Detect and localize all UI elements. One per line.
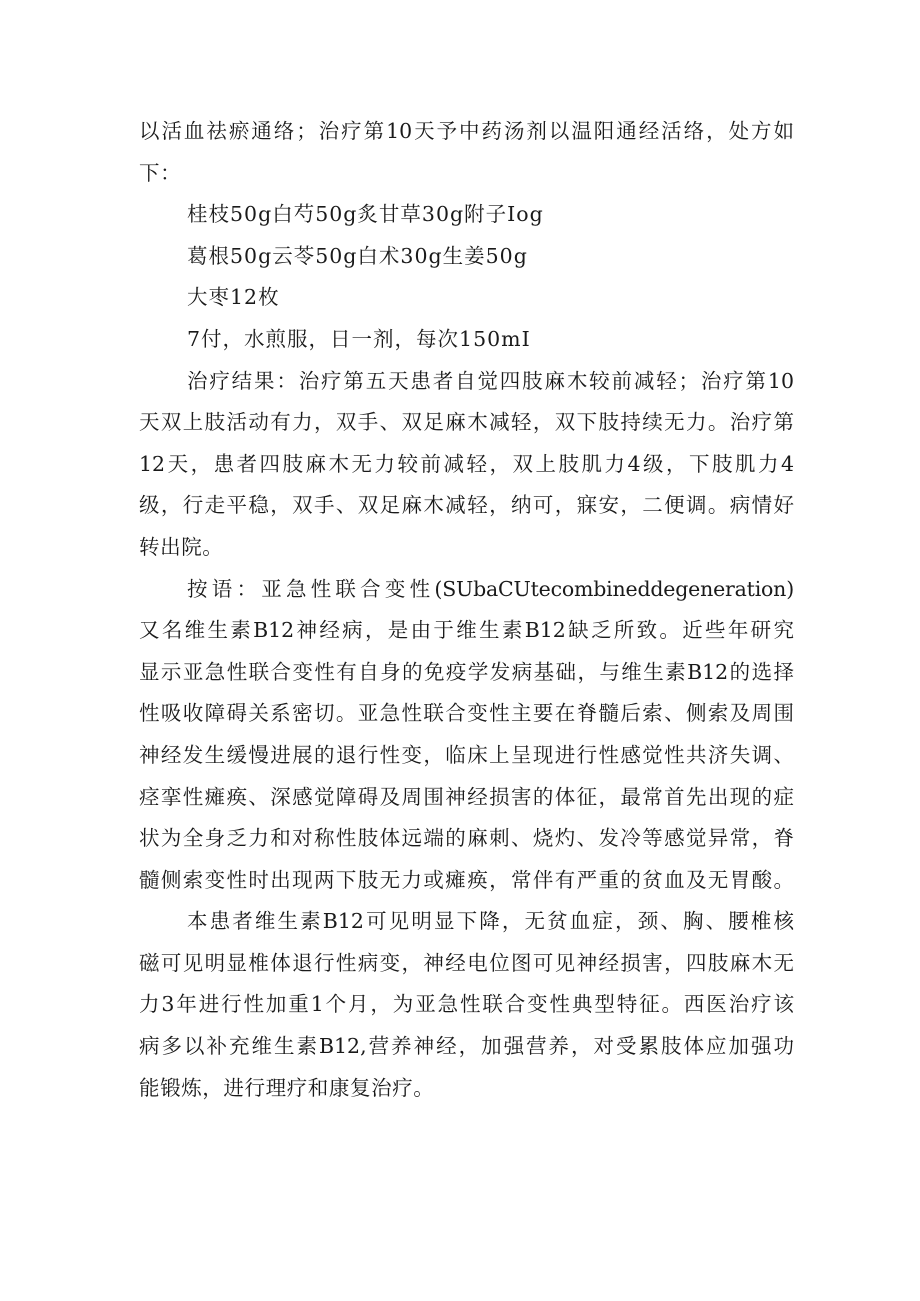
text-line: 天双上肢活动有力，双手、双足麻木减轻，双下肢持续无力。治疗第 xyxy=(139,410,794,435)
text-line: 又名维生素B12神经病，是由于维生素B12缺乏所致。近些年研究 xyxy=(139,618,794,643)
text-line: 磁可见明显椎体退行性病变，神经电位图可见神经损害，四肢麻木无 xyxy=(139,950,794,975)
text-line: 大枣12枚 xyxy=(187,285,280,310)
text-line: 葛根50g云苓50g白术30g生姜50g xyxy=(187,243,528,268)
text-line: 能锻炼，进行理疗和康复治疗。 xyxy=(139,1075,435,1100)
text-line: 12天，患者四肢麻木无力较前减轻，双上肢肌力4级，下肢肌力4 xyxy=(139,451,794,476)
text-line: 按语：亚急性联合变性(SUbaCUtecombineddegeneration) xyxy=(187,576,794,601)
text-line: 转出院。 xyxy=(139,534,224,559)
text-line: 痉挛性瘫痪、深感觉障碍及周围神经损害的体征，最常首先出现的症 xyxy=(139,784,794,809)
text-line: 显示亚急性联合变性有自身的免疫学发病基础，与维生素B12的选择 xyxy=(139,659,794,684)
text-line: 髓侧索变性时出现两下肢无力或瘫痪，常伴有严重的贫血及无胃酸。 xyxy=(139,867,794,892)
text-line: 以活血祛瘀通络；治疗第10天予中药汤剂以温阳通经活络，处方如 xyxy=(139,119,794,143)
text-line: 神经发生缓慢进展的退行性变，临床上呈现进行性感觉性共济失调、 xyxy=(139,742,794,767)
text-line: 7付，水煎服，日一剂，每次150mI xyxy=(187,326,531,351)
text-line: 下： xyxy=(139,160,182,185)
text-line: 级，行走平稳，双手、双足麻木减轻，纳可，寐安，二便调。病情好 xyxy=(139,493,794,518)
text-line: 治疗结果：治疗第五天患者自觉四肢麻木较前减轻；治疗第10 xyxy=(187,368,794,393)
text-line: 状为全身乏力和对称性肢体远端的麻刺、烧灼、发冷等感觉异常，脊 xyxy=(139,826,794,851)
body-text xyxy=(139,111,794,1109)
text-line: 桂枝50g白芍50g炙甘草30g附子Iog xyxy=(187,202,544,227)
text-line: 病多以补充维生素B12,营养神经，加强营养，对受累肢体应加强功 xyxy=(139,1034,794,1059)
text-line: 力3年进行性加重1个月，为亚急性联合变性典型特征。西医治疗该 xyxy=(139,992,794,1017)
text-line: 性吸收障碍关系密切。亚急性联合变性主要在脊髓后索、侧索及周围 xyxy=(139,701,794,726)
text-line: 本患者维生素B12可见明显下降，无贫血症，颈、胸、腰椎核 xyxy=(187,909,794,934)
